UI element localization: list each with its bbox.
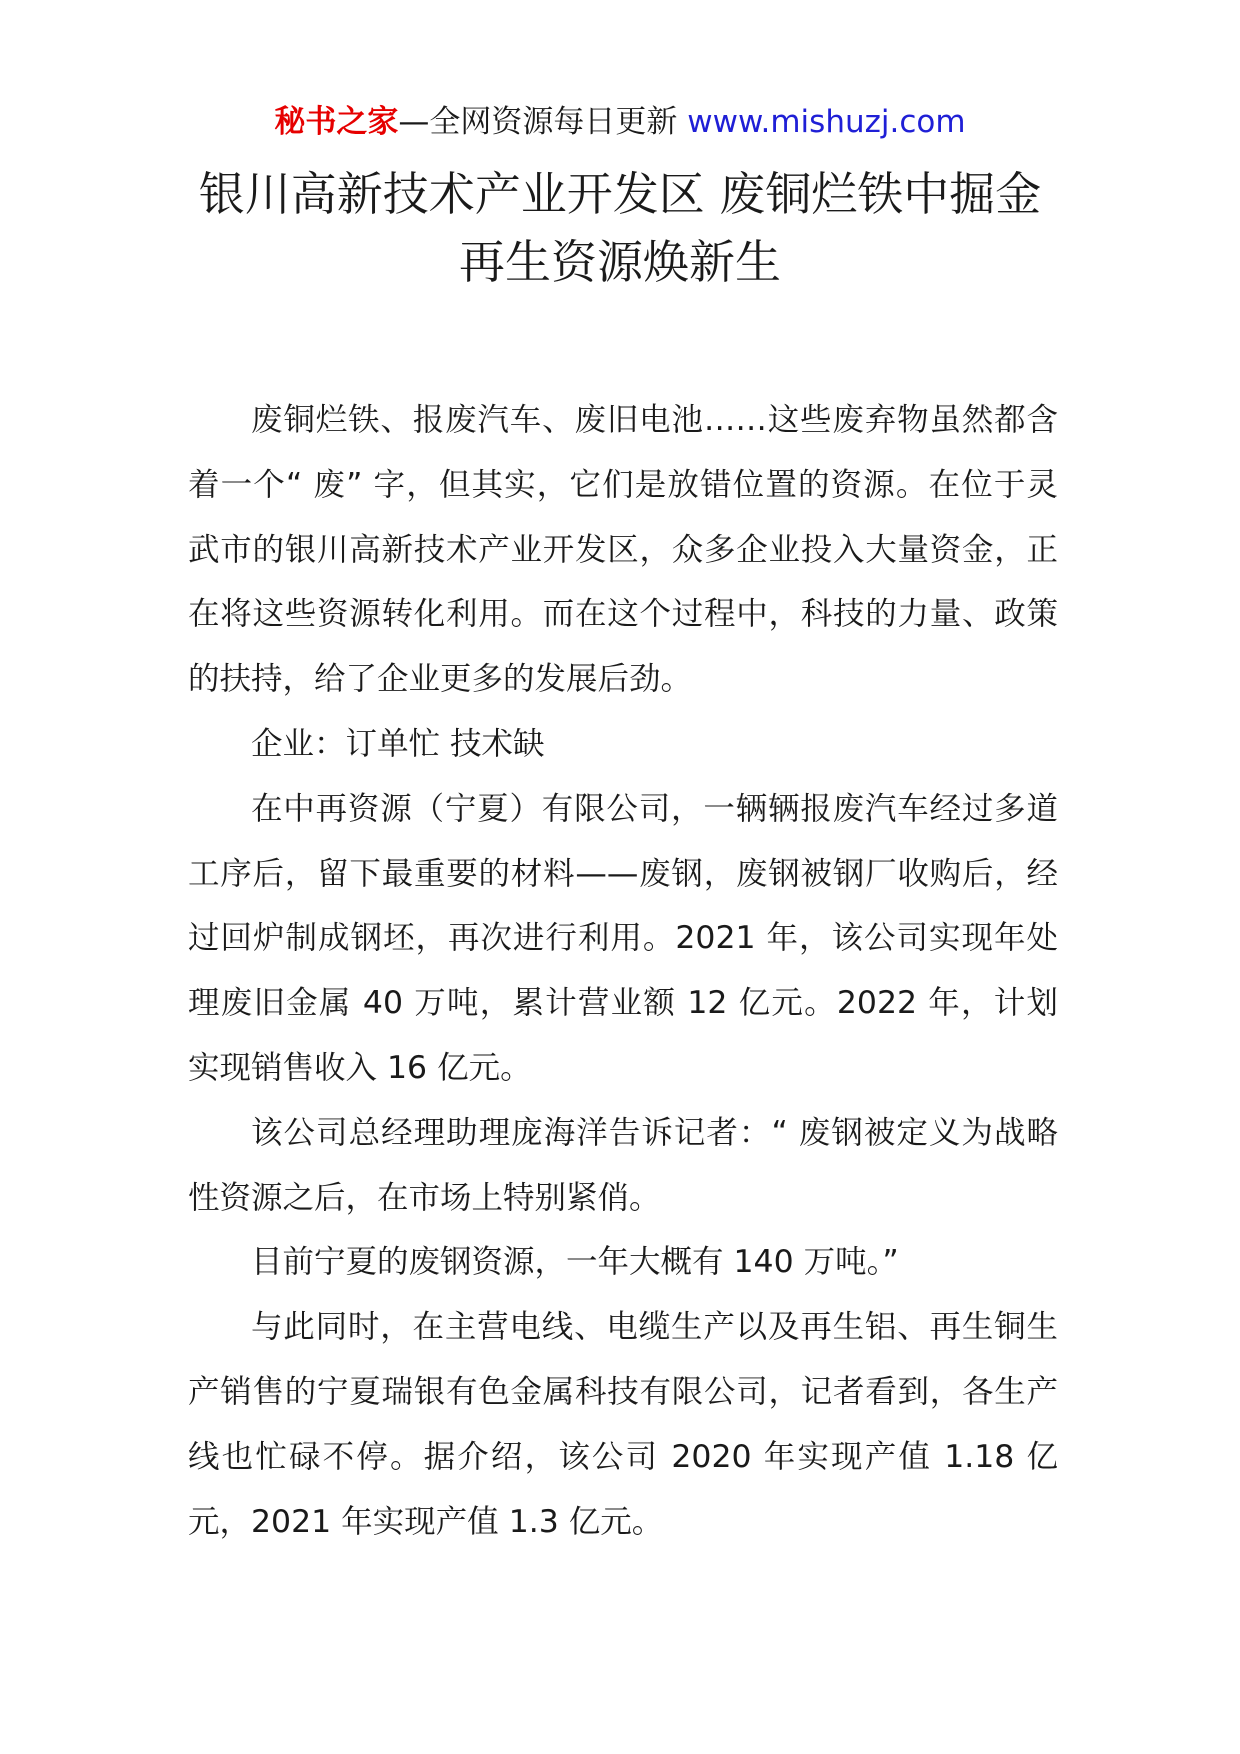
title-line-2: 再生资源焕新生 bbox=[459, 235, 781, 289]
site-url-link[interactable]: www.mishuzj.com bbox=[687, 104, 966, 140]
site-header bbox=[0, 100, 1240, 144]
paragraph-quote-end: 目前宁夏的废钢资源，一年大概有 140 万吨。” bbox=[251, 1244, 899, 1281]
paragraph-zhongzai: 在中再资源（宁夏）有限公司，一辆辆报废汽车经过多道工序后，留下最重要的材料——废钢，废钢被钢厂收购后，经过回炉制成钢坯，再次进行利用。2021 年，该公司实现年处理废旧金属 40 万吨，累计营业额 12 亿元。2022 年，计划实现销售收入 16 亿元。 bbox=[188, 790, 1058, 1086]
paragraph-ruiyin: 与此同时，在主营电线、电缆生产以及再生铝、再生铜生产销售的宁夏瑞银有色金属科技有限公司，记者看到，各生产线也忙碌不停。据介绍，该公司 2020 年实现产值 1.18 亿元，2021 年实现产值 1.3 亿元。 bbox=[188, 1309, 1058, 1540]
title-line-1: 银川高新技术产业开发区 废铜烂铁中掘金 bbox=[198, 167, 1042, 221]
brand-name: 秘书之家 bbox=[274, 104, 399, 140]
section-heading: 企业：订单忙 技术缺 bbox=[251, 725, 545, 762]
article-title bbox=[0, 160, 1240, 296]
header-tagline: —全网资源每日更新 bbox=[398, 104, 688, 140]
paragraph-intro: 废铜烂铁、报废汽车、废旧电池……这些废弃物虽然都含着一个“ 废” 字，但其实，它们是放错位置的资源。在位于灵武市的银川高新技术产业开发区，众多企业投入大量资金，正在将这些资源转化利用。而在这个过程中，科技的力量、政策的扶持，给了企业更多的发展后劲。 bbox=[188, 402, 1058, 698]
article-body bbox=[188, 388, 1058, 1554]
paragraph-quote: 该公司总经理助理庞海洋告诉记者：“ 废钢被定义为战略性资源之后，在市场上特别紧俏。 bbox=[188, 1114, 1058, 1216]
